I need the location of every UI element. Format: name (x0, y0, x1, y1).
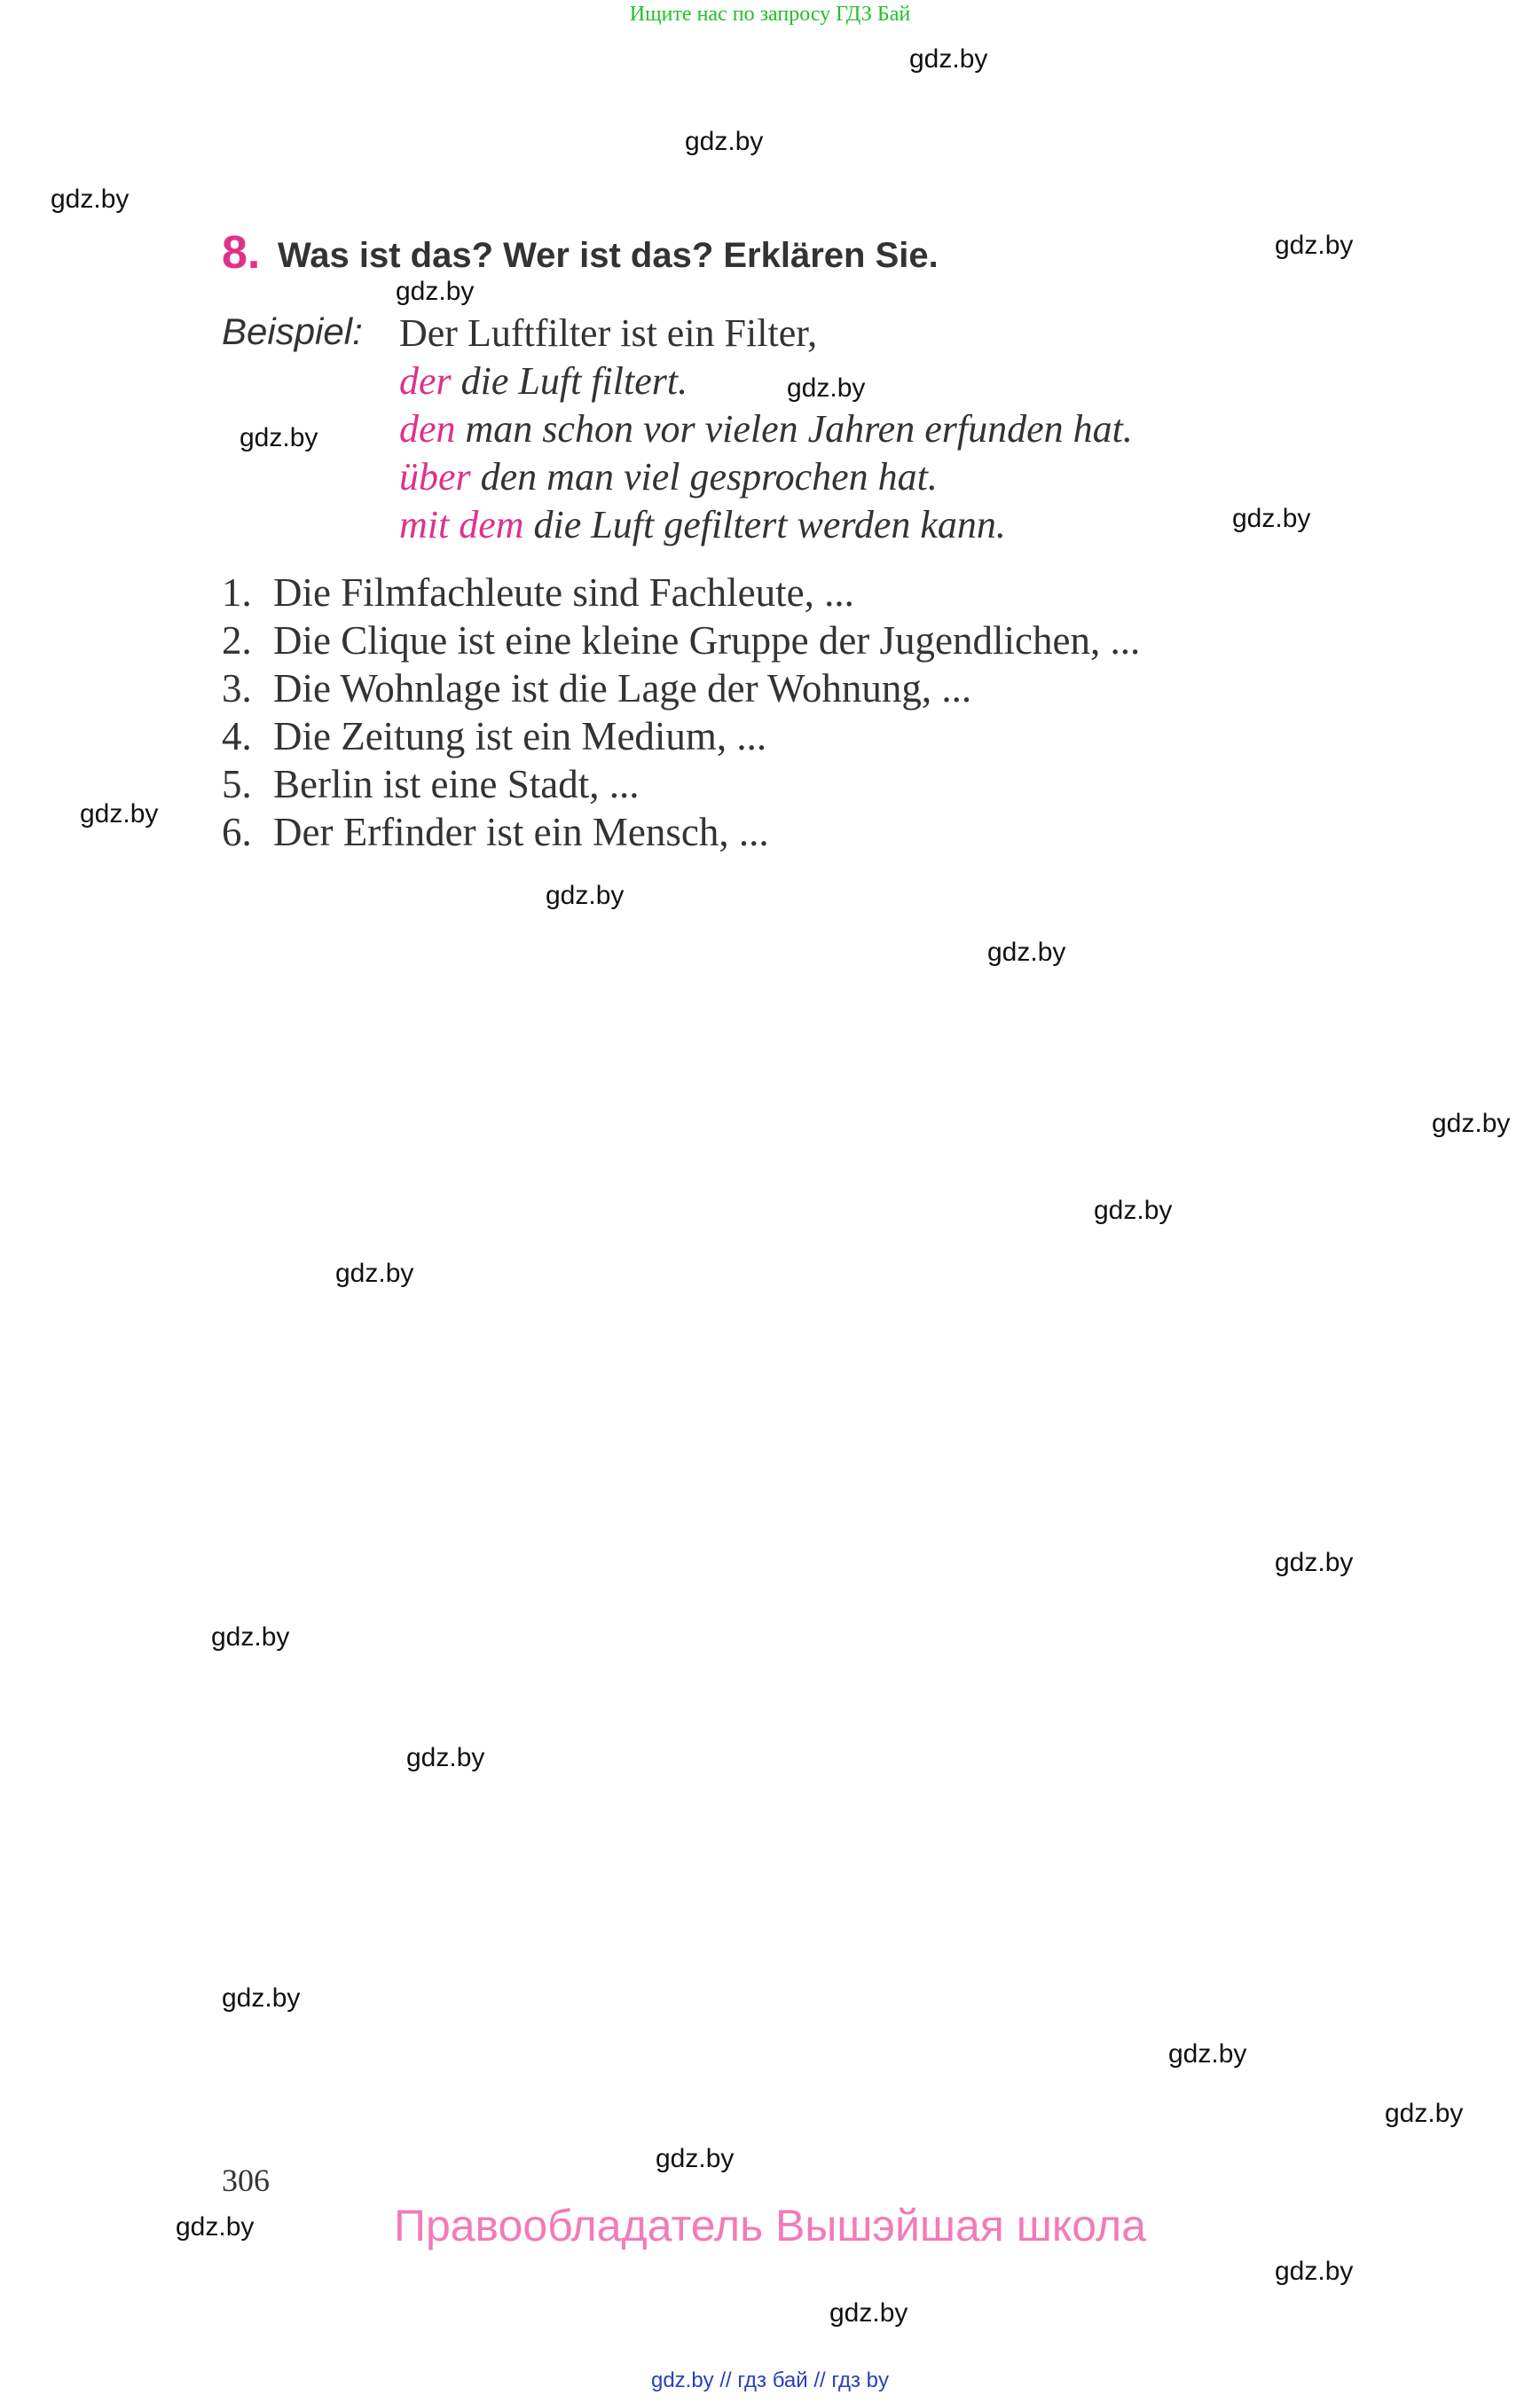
watermark: gdz.by (1432, 1109, 1511, 1138)
exercise-title: Was ist das? Wer ist das? Erklären Sie. (278, 236, 939, 275)
example-text: den man viel gesprochen hat. (470, 455, 938, 499)
task-item (222, 569, 854, 616)
example-text: Der Luftfilter ist ein Filter, (399, 311, 818, 355)
watermark: gdz.by (987, 938, 1066, 967)
watermark: gdz.by (1385, 2099, 1464, 2128)
relative-pronoun: der (399, 359, 452, 403)
task-text: Die Clique ist eine kleine Gruppe der Jugendlichen, ... (273, 618, 1141, 663)
task-text: Berlin ist eine Stadt, ... (273, 762, 640, 806)
watermark: gdz.by (80, 799, 159, 828)
watermark: gdz.by (829, 2298, 908, 2328)
task-text: Der Erfinder ist ein Mensch, ... (273, 810, 769, 854)
task-number: 4. (222, 714, 252, 758)
task-item (222, 665, 971, 711)
task-text: Die Filmfachleute sind Fachleute, ... (273, 570, 854, 615)
watermark: gdz.by (222, 1983, 301, 2013)
task-number: 6. (222, 810, 252, 854)
example-label: Beispiel: (222, 310, 363, 352)
watermark: gdz.by (1168, 2039, 1247, 2069)
task-number: 1. (222, 570, 252, 615)
relative-pronoun: über (399, 455, 471, 499)
watermark: gdz.by (685, 127, 764, 156)
watermark: gdz.by (909, 44, 988, 74)
copyright-notice: Правообладатель Вышэйшая школа (394, 2201, 1146, 2250)
watermark: gdz.by (51, 185, 130, 214)
example-text: man schon vor vielen Jahren erfunden hat. (455, 407, 1133, 451)
watermark: gdz.by (335, 1259, 414, 1288)
task-number: 3. (222, 666, 252, 711)
watermark: gdz.by (406, 1743, 485, 1772)
task-item (222, 809, 769, 855)
watermark: gdz.by (1094, 1196, 1173, 1225)
relative-pronoun: den (399, 407, 456, 451)
task-number: 2. (222, 618, 252, 663)
example-line (399, 358, 688, 404)
bottom-links[interactable]: gdz.by // гдз бай // гдз by (650, 2368, 890, 2392)
watermark: gdz.by (1275, 231, 1354, 260)
task-number: 5. (222, 762, 252, 806)
watermark: gdz.by (546, 881, 625, 910)
example-line (399, 454, 938, 499)
watermark: gdz.by (1275, 2257, 1354, 2286)
example-text: die Luft filtert. (451, 359, 688, 403)
example-line (399, 406, 1133, 452)
task-item (222, 617, 1140, 664)
top-banner: Ищите нас по запросу ГДЗ Бай (629, 3, 911, 26)
watermark: gdz.by (787, 373, 866, 403)
example-line (399, 502, 1006, 547)
watermark: gdz.by (1275, 1548, 1354, 1577)
watermark: gdz.by (240, 423, 318, 452)
task-item (222, 713, 766, 759)
task-text: Die Wohnlage ist die Lage der Wohnung, ... (273, 666, 972, 711)
relative-pronoun: mit dem (399, 503, 524, 546)
watermark: gdz.by (1232, 504, 1311, 533)
example-line (399, 310, 817, 356)
exercise-number: 8. (222, 227, 261, 279)
watermark: gdz.by (211, 1622, 290, 1652)
watermark: gdz.by (176, 2212, 255, 2242)
task-text: Die Zeitung ist ein Medium, ... (273, 714, 767, 758)
example-text: die Luft gefiltert werden kann. (523, 503, 1006, 546)
watermark: gdz.by (656, 2144, 735, 2173)
watermark: gdz.by (396, 277, 475, 306)
page-number: 306 (222, 2163, 270, 2198)
task-item (222, 761, 639, 807)
